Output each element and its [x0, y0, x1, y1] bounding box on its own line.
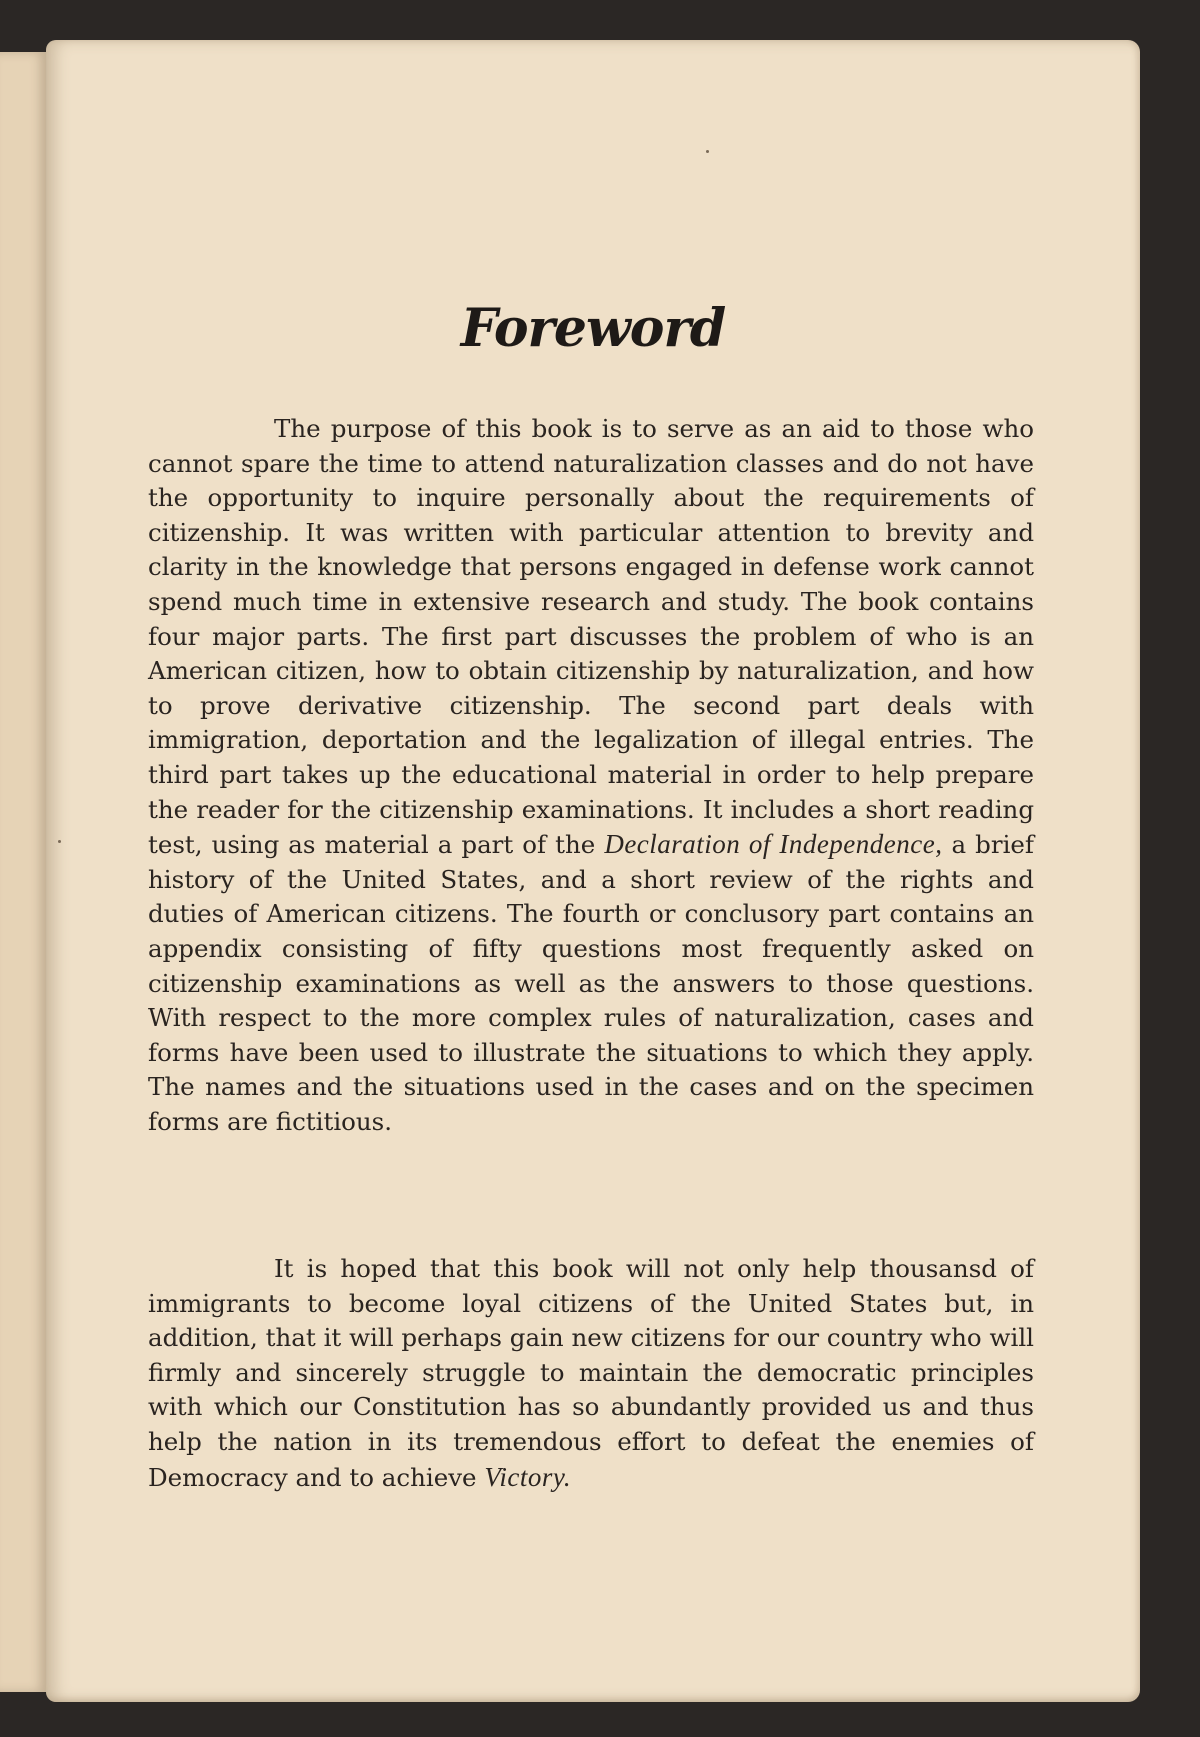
paragraph-2-text: It is hoped that this book will not only help thousansd of immigrants to become loyal citizens of the United States but, in addition, that it will perhaps gain new citizens for our country who will firmly and sincerely struggle to maintain the democratic principles with which our Constitution has so abundantly provided us and thus help the nation in its tremendous effort to defeat the enemies of Democracy and to achieve: [148, 1254, 1034, 1492]
paragraph-1-italic-title: Declaration of Independence,: [604, 829, 943, 860]
paper-speck: [706, 150, 709, 153]
paper-speck: [58, 840, 61, 843]
foreword-paragraph-1: [148, 412, 1034, 1139]
paragraph-1-text-b: a brief history of the United States, and a short review of the rights and duties of American citizens. The fourth or conclusory part contains an appendix consisting of fifty questions most frequently asked on citizenship examinations as well as the answers to those questions. With respect to the more complex rules of naturalization, cases and forms have been used to illustrate the situations to which they apply. The names and the situations used in the cases and on the specimen forms are fictitious.: [148, 830, 1034, 1136]
facing-page-edge: [0, 52, 50, 1692]
book-page: [46, 40, 1140, 1702]
paragraph-1-text-a: The purpose of this book is to serve as an aid to those who cannot spare the time to attend naturalization classes and do not have the opportunity to inquire personally about the requirements of citizenship. It was written with particular attention to brevity and clarity in the knowledge that persons engaged in defense work cannot spend much time in extensive research and study. The book contains four major parts. The first part discusses the problem of who is an American citizen, how to obtain citizenship by naturalization, and how to prove derivative citizenship. The second part deals with immigration, deportation and the legalization of illegal entries. The third part takes up the educational material in order to help prepare the reader for the citizenship examinations. It includes a short reading test, using as material a part of the: [148, 414, 1034, 860]
foreword-paragraph-2: [148, 1252, 1034, 1495]
page-title: Foreword: [460, 298, 726, 359]
paragraph-2-italic-word: Victory.: [484, 1461, 572, 1492]
